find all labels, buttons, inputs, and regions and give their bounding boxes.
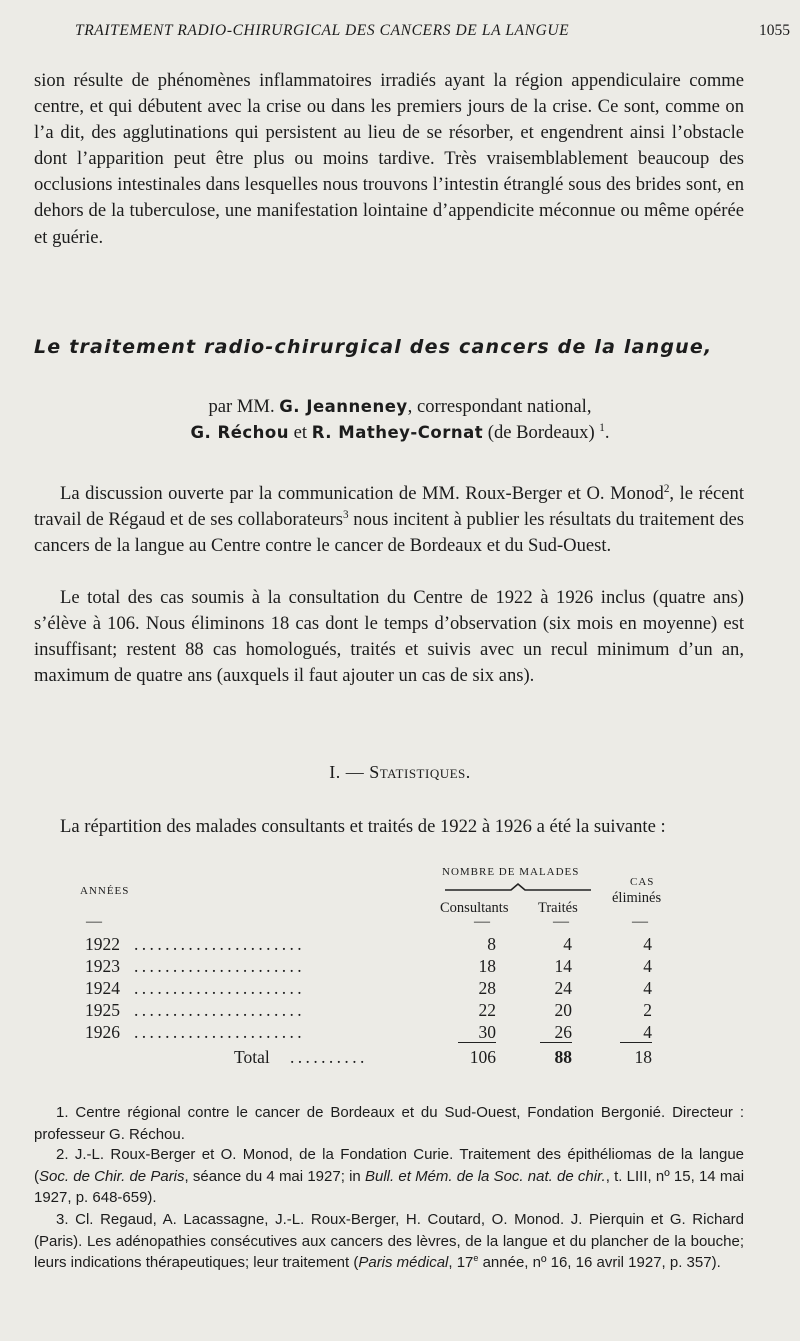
author-mathey-cornat: R. Mathey-Cornat	[311, 423, 484, 442]
body-paragraph-1	[34, 481, 744, 559]
dash-consultants: —	[474, 913, 490, 930]
sum-rule-consultants	[458, 1042, 496, 1043]
row-elimines: 2	[643, 1000, 652, 1020]
row-elimines: 4	[643, 978, 652, 998]
fn2-text-a: 2. J.-L. Roux-Berger et O. Monod, de la Fondation Curie. Traitement des épithéliomas de la langue (	[34, 1146, 744, 1185]
row-traites: 14	[554, 956, 572, 976]
fn2-journal-2: Bull. et Mém. de la Soc. nat. de chir.	[364, 1167, 606, 1185]
byline-prefix: par MM.	[208, 396, 275, 417]
row-traites: 24	[554, 978, 572, 998]
row-leader: ......................	[134, 956, 306, 976]
fn2-text-b: , séance du 4 mai 1927; in	[184, 1167, 365, 1185]
fn2-text-c: , t. LIII, nº 15, 14 mai 1927, p. 648-659).	[34, 1167, 745, 1206]
header-group: NOMBRE DE MALADES	[442, 866, 580, 878]
row-consultants: 18	[478, 956, 496, 976]
byline-end: .	[604, 422, 610, 443]
running-head	[0, 22, 790, 44]
row-year: 1926	[85, 1022, 120, 1042]
article-title: Le traitement radio-chirurgical des cancers de la langue,	[34, 336, 713, 358]
body-paragraph-2: Le total des cas soumis à la consultation du Centre de 1922 à 1926 inclus (quatre ans) s’élève à 106. Nous éliminons 18 cas dont le temps d’observation (six mois en moyenne) est insuffisant; restent 88 cas homologués, traités et suivis avec un recul minimum d’un an, maximum de quatre ans (auxquels il faut ajouter un cas de six ans).	[34, 587, 744, 687]
row-traites: 4	[563, 934, 572, 954]
section-heading	[0, 762, 800, 783]
section-title: Statistiques.	[369, 762, 471, 782]
row-year: 1922	[85, 934, 120, 954]
total-label: Total	[234, 1047, 270, 1067]
fn3-text-b: , 17	[448, 1254, 474, 1271]
footnote-ref-2: 2	[663, 482, 670, 495]
p1-text-c: nous incitent à publier les résultats du traitement des cancers de la langue au Centre contre le cancer de Bordeaux et du Sud-Ouest.	[34, 509, 744, 557]
p1-text-a: La discussion ouverte par la communication de MM. Roux-Berger et O. Monod	[60, 483, 664, 504]
byline-line-1	[0, 394, 800, 420]
footnote-1: 1. Centre régional contre le cancer de Bordeaux et du Sud-Ouest, Fondation Bergonié. Directeur : professeur G. Réchou.	[34, 1104, 744, 1143]
footnote-ref-3: 3	[343, 508, 349, 521]
row-elimines: 4	[643, 934, 652, 954]
row-leader: ......................	[134, 1000, 306, 1020]
header-traites: Traités	[538, 900, 578, 916]
sum-rule-elimines	[620, 1042, 652, 1043]
row-year: 1924	[85, 978, 120, 998]
dash-years: —	[86, 913, 102, 930]
affiliation: (de Bordeaux)	[487, 422, 595, 443]
fn3-sup: e	[473, 1253, 479, 1263]
p1-text-b: , le récent travail de Régaud et de ses collaborateurs	[34, 483, 744, 531]
byline-conjunction: et	[293, 422, 308, 443]
row-traites: 26	[554, 1022, 572, 1042]
row-leader: ......................	[134, 978, 306, 998]
section-number: I. —	[329, 762, 365, 782]
total-elimines: 18	[634, 1047, 652, 1067]
running-title: TRAITEMENT RADIO-CHIRURGICAL DES CANCERS DE LA LANGUE	[75, 22, 570, 39]
author-rechou: G. Réchou	[190, 423, 290, 442]
row-elimines: 4	[643, 956, 652, 976]
total-consultants: 106	[469, 1047, 496, 1067]
header-cas: CAS	[630, 876, 655, 888]
fn3-journal: Paris médical	[358, 1254, 449, 1271]
header-brace	[443, 880, 593, 894]
footnote-3	[34, 1209, 744, 1274]
dash-traites: —	[553, 913, 569, 930]
author-role: , correspondant national,	[407, 396, 592, 417]
header-elimines: éliminés	[612, 890, 662, 906]
byline-line-2	[0, 420, 800, 446]
row-consultants: 22	[478, 1000, 496, 1020]
total-leader: ..........	[290, 1047, 368, 1067]
sum-rule-traites	[540, 1042, 572, 1043]
page-number: 1055	[759, 22, 790, 39]
intro-paragraph: sion résulte de phénomènes inflammatoires irradiés ayant la région appendiculaire comme centre, et qui débutent avec la crise ou dans les premiers jours de la crise. Ce sont, comme on l’a dit, des agglutinations qui persistent au lieu de se résorber, et engendrent ainsi l’obstacle dont l’apparition peut être plus ou moins tardive. Très vraisemblablement beaucoup des occlusions intestinales dans lesquelles nous trouvons l’intestin étranglé sous des brides sont, en dehors de la tuberculose, une manifestation lointaine d’appendicite méconnue ou même opérée et guérie.	[34, 70, 744, 248]
fn2-journal-1: Soc. de Chir. de Paris	[39, 1167, 185, 1185]
row-year: 1925	[85, 1000, 120, 1020]
row-leader: ......................	[134, 934, 306, 954]
table-intro: La répartition des malades consultants et traités de 1922 à 1926 a été la suivante :	[60, 816, 666, 837]
header-years: ANNÉES	[80, 885, 130, 897]
row-consultants: 8	[487, 934, 496, 954]
row-consultants: 28	[478, 978, 496, 998]
row-leader: ......................	[134, 1022, 306, 1042]
fn3-text-c: année, nº 16, 16 avril 1927, p. 357).	[478, 1254, 721, 1271]
footnote-2	[34, 1144, 744, 1209]
footnote-ref-1: 1	[599, 421, 605, 434]
row-traites: 20	[554, 1000, 572, 1020]
row-year: 1923	[85, 956, 120, 976]
row-consultants: 30	[478, 1022, 496, 1042]
dash-elimines: —	[632, 913, 648, 930]
author-jeanneney: G. Jeanneney	[279, 397, 408, 416]
row-elimines: 4	[643, 1022, 652, 1042]
fn3-text-a: 3. Cl. Regaud, A. Lacassagne, J.-L. Roux-Berger, H. Coutard, O. Monod. J. Pierquin et G. Richard (Paris). Les adénopathies consécutives aux cancers des lèvres, de la langue et du plancher de la bouche; leurs indications thérapeutiques; leur traitement (	[34, 1211, 744, 1271]
total-traites: 88	[554, 1047, 572, 1067]
brace-path	[445, 884, 591, 890]
header-consultants: Consultants	[440, 900, 509, 916]
